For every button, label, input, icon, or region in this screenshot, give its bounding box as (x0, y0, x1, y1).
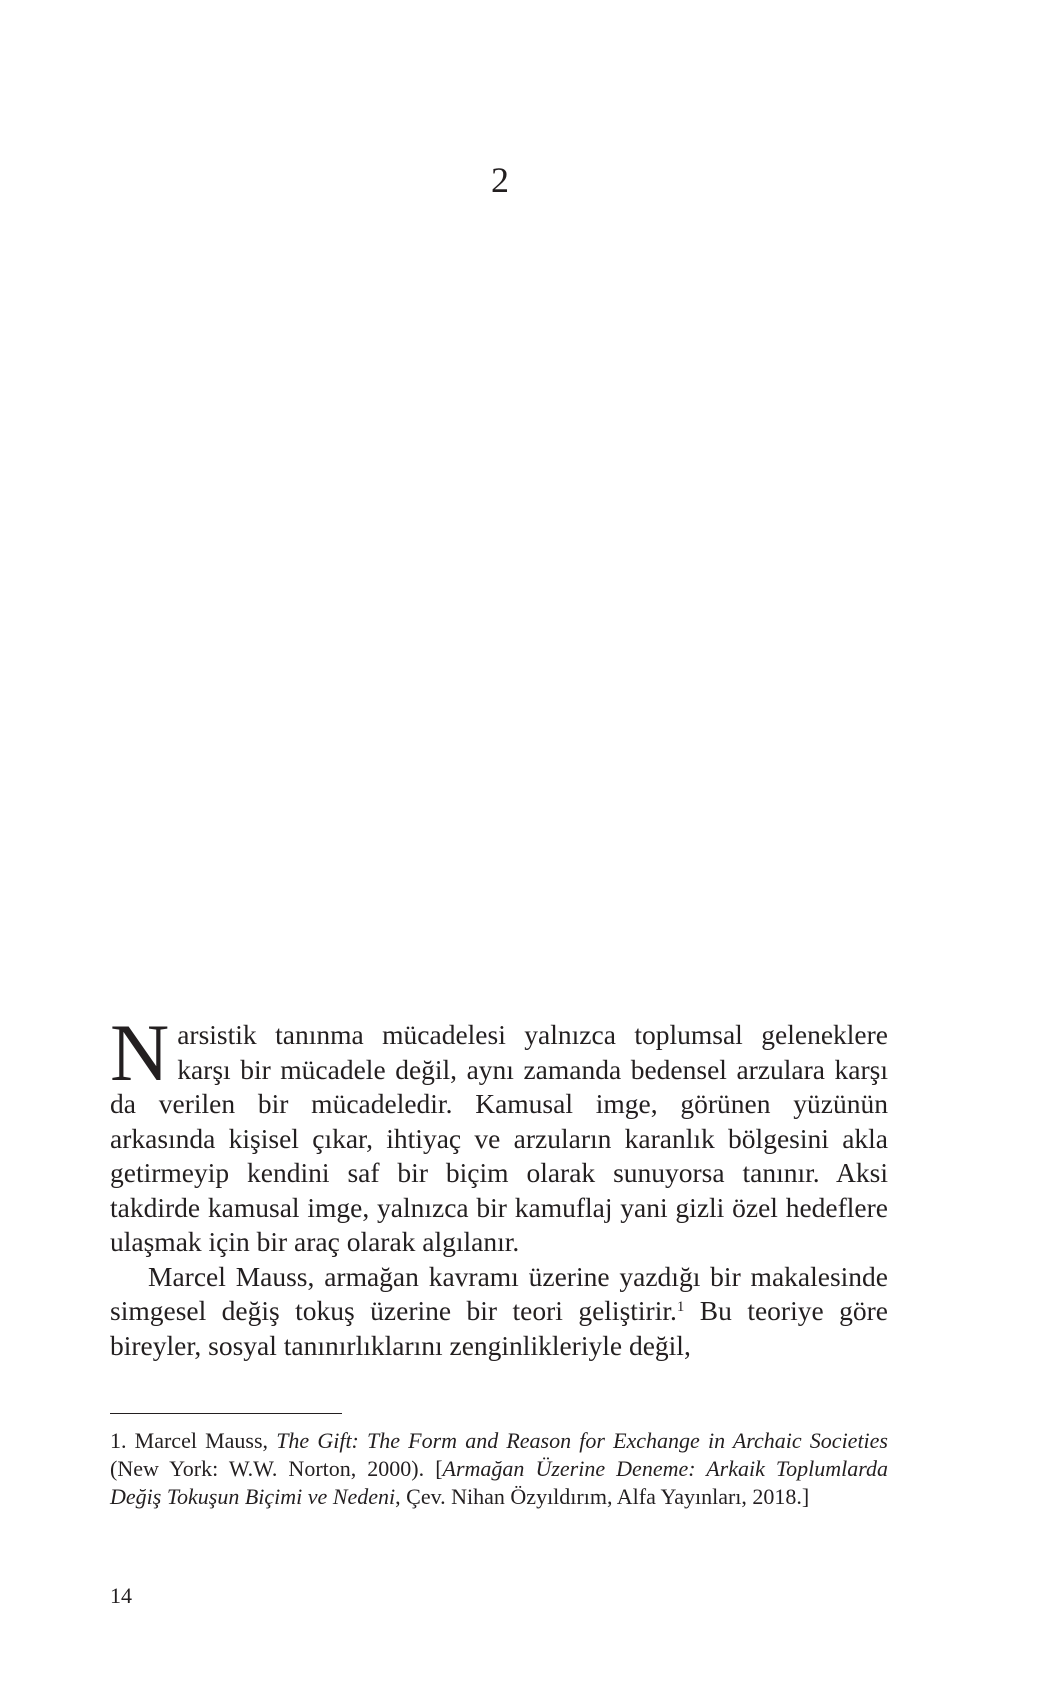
drop-cap: N (110, 1007, 170, 1098)
footnote-title-en: The Gift: The Form and Reason for Exchange in Archaic Societies (276, 1428, 888, 1453)
footnote-title-tr: Armağan Üzerine Deneme: Arkaik Toplumlarda Değiş Tokuşun Biçimi ve Nedeni (110, 1456, 888, 1509)
page-number: 14 (110, 1583, 132, 1608)
chapter-number: 2 (491, 160, 509, 200)
paragraph-2 (110, 1260, 888, 1364)
footnote-publication: (New York: W.W. Norton, 2000). [ (110, 1456, 443, 1481)
footnote-translation: , Çev. Nihan Özyıldırım, Alfa Yayınları, 2018.] (395, 1484, 810, 1509)
footnote-separator (110, 1413, 342, 1414)
paragraph-1-text: arsistik tanınma mücadelesi yalnızca toplumsal geleneklere karşı bir mücadele değil, aynı zamanda bedensel arzulara karşı da verilen bir mücadeledir. Kamusal imge, görünen yüzünün arkasında kişisel çıkar, ihtiyaç ve arzuların karanlık bölgesini akla getirmeyip kendini saf bir biçim olarak sunuyorsa tanınır. Aksi takdirde kamusal imge, yalnızca bir kamuflaj yani gizli özel hedeflere ulaşmak için bir araç olarak algılanır. (110, 1019, 888, 1257)
paragraph-2-text-after-note: Bu teoriye göre bireyler, sosyal tanınırlıklarını zenginlikleriyle değil, (110, 1295, 888, 1361)
paragraph-2-text-before-note: Marcel Mauss, armağan kavramı üzerine yazdığı bir makalesinde simgesel değiş tokuş üzerine bir teori geliştirir. (110, 1260, 888, 1326)
footnote (110, 1427, 888, 1511)
footnote-reference: 1 (676, 1299, 685, 1315)
body-text (110, 1007, 888, 1363)
paragraph-1 (110, 1007, 888, 1260)
footnote-label: 1. Marcel Mauss, (110, 1428, 277, 1453)
